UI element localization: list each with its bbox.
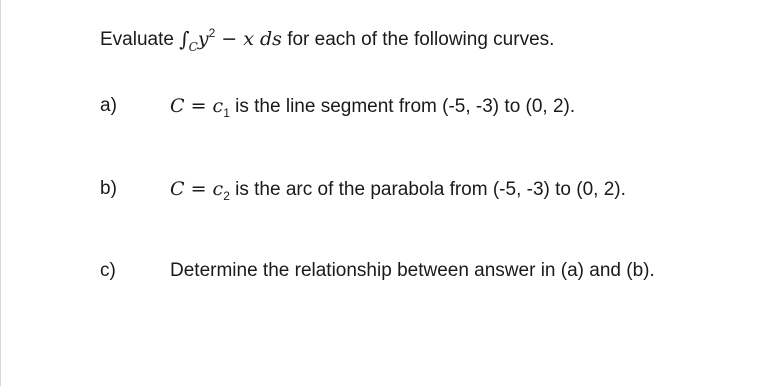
part-a-math-sub: 1 [223, 106, 230, 120]
part-b-math-eq: = c [184, 178, 224, 200]
intro-suffix: for each of the following curves. [281, 29, 555, 50]
part-a-math-c: C [170, 95, 185, 117]
part-b-description: is the arc of the parabola from (-5, -3) to (0, 2). [229, 179, 626, 200]
intro-prefix: Evaluate [100, 29, 180, 50]
part-b-math-c: C [170, 178, 185, 200]
integrand-exponent: 2 [208, 26, 216, 40]
part-a-description: is the line segment from (-5, -3) to (0, 2). [229, 96, 576, 117]
part-b-marker: b) [100, 178, 117, 199]
integrand-y: y [197, 28, 209, 50]
integral-sign: ∫ [179, 27, 190, 51]
left-border-line [0, 0, 1, 386]
part-b-text [170, 177, 626, 203]
part-a-marker: a) [100, 95, 117, 116]
part-b-math-sub: 2 [223, 189, 230, 203]
integral-subscript: C [188, 40, 198, 54]
integrand-rest: − x ds [215, 28, 282, 50]
part-c-marker: c) [100, 260, 116, 281]
part-c-text: Determine the relationship between answer in (a) and (b). [170, 260, 655, 281]
part-a-text [170, 94, 575, 120]
problem-statement [100, 26, 554, 53]
part-a-math-eq: = c [184, 95, 224, 117]
